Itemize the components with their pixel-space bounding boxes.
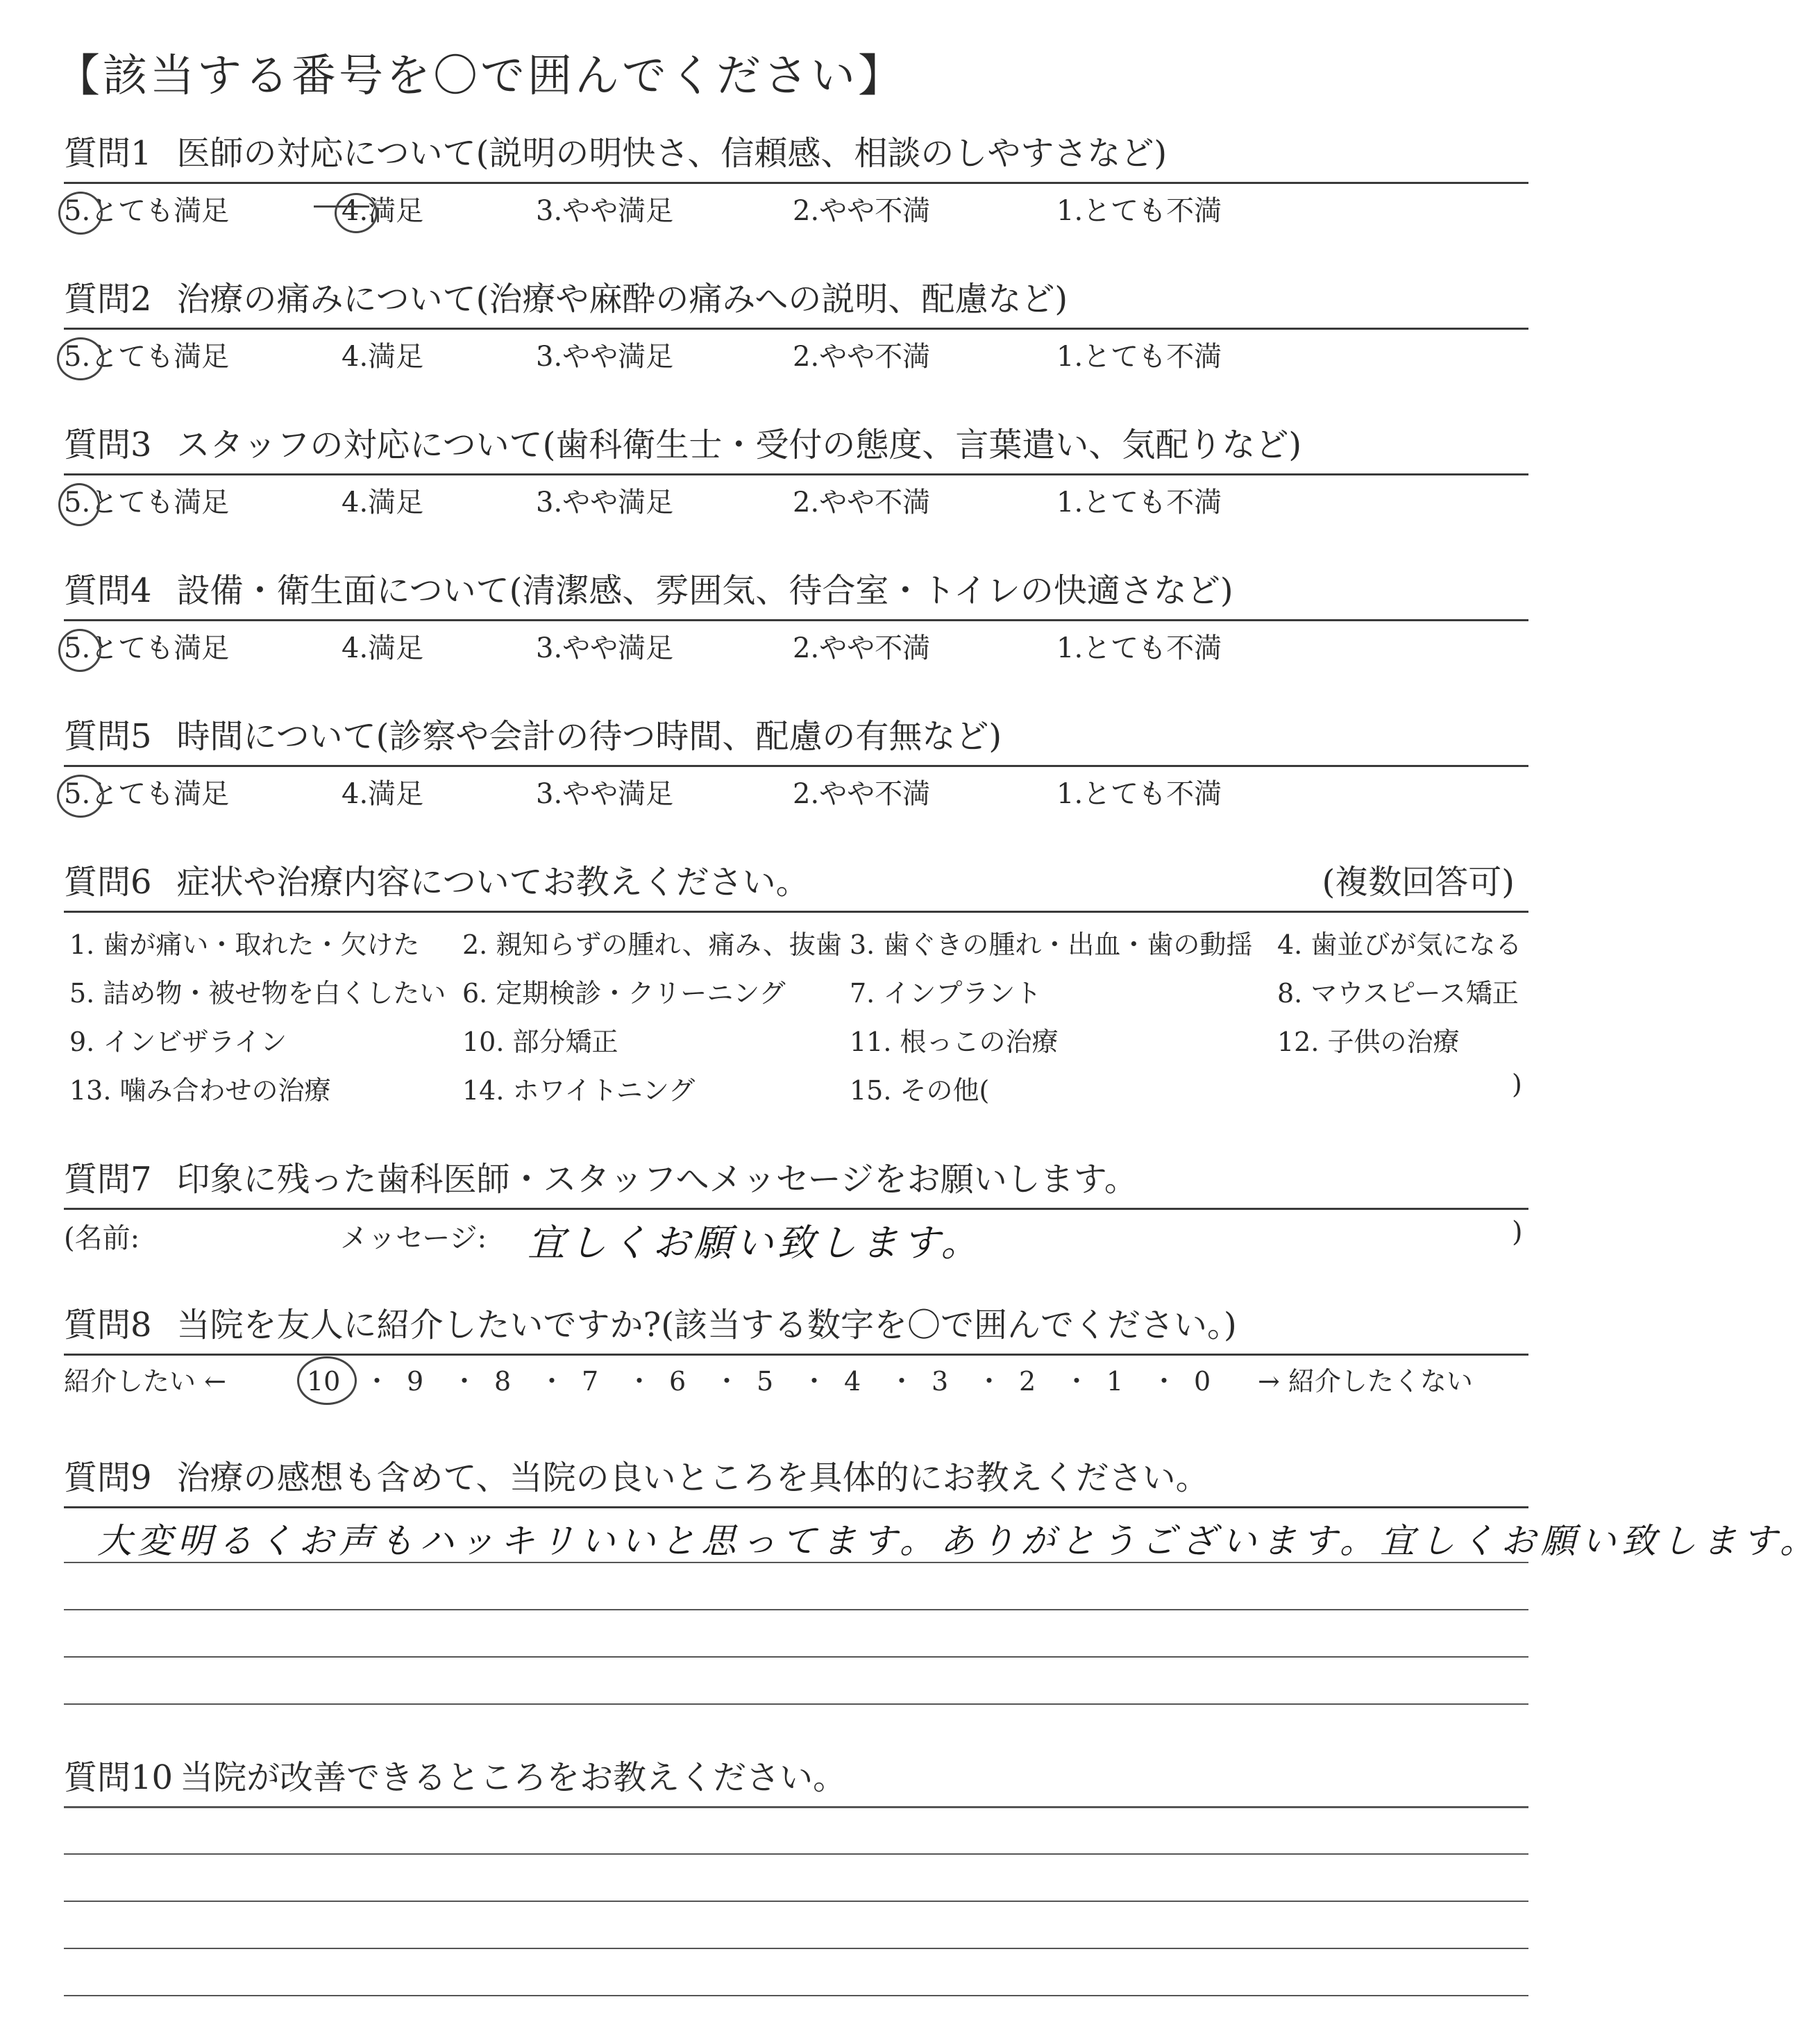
handwritten-message: 宜しくお願い致します。 bbox=[528, 1221, 983, 1265]
option-3[interactable]: 3.やや満足 bbox=[536, 341, 674, 373]
option-2[interactable]: 2.やや不満 bbox=[793, 341, 931, 373]
symptom-option-other[interactable]: 15. その他( bbox=[850, 1075, 990, 1106]
question-text: 時間について(診察や会計の待つ時間、配慮の有無など) bbox=[176, 717, 1002, 756]
scale-dot: ・ bbox=[1151, 1366, 1178, 1397]
scale-right-label: → 紹介したくない bbox=[1258, 1366, 1473, 1397]
question-5 bbox=[64, 715, 1528, 758]
scale-8[interactable]: 8 bbox=[494, 1366, 512, 1397]
scale-dot: ・ bbox=[451, 1366, 478, 1397]
writing-line bbox=[64, 1562, 1528, 1563]
scale-dot: ・ bbox=[539, 1366, 566, 1397]
writing-line bbox=[64, 1703, 1528, 1705]
writing-line bbox=[64, 1806, 1528, 1808]
question-label: 質問1 bbox=[64, 134, 152, 173]
selection-circle bbox=[57, 337, 104, 380]
selection-circle bbox=[58, 483, 100, 526]
scale-6[interactable]: 6 bbox=[669, 1366, 686, 1397]
question-rule bbox=[64, 765, 1528, 767]
symptom-option[interactable]: 12. 子供の治療 bbox=[1277, 1027, 1460, 1057]
scale-left-label: 紹介したい ← bbox=[64, 1366, 226, 1397]
crossed-circle bbox=[335, 193, 378, 233]
symptom-option[interactable]: 1. 歯が痛い・取れた・欠けた bbox=[69, 929, 420, 960]
question-text: 当院が改善できるところをお教えください。 bbox=[180, 1758, 847, 1797]
question-text: 症状や治療内容についてお教えください。 bbox=[176, 863, 809, 902]
option-5[interactable]: 5.とても満足 bbox=[64, 778, 230, 810]
option-3[interactable]: 3.やや満足 bbox=[536, 632, 674, 664]
scale-dot: ・ bbox=[888, 1366, 916, 1397]
question-label: 質問9 bbox=[64, 1458, 152, 1497]
scale-dot: ・ bbox=[714, 1366, 741, 1397]
writing-line bbox=[64, 1853, 1528, 1855]
message-label: メッセージ: bbox=[340, 1222, 487, 1254]
option-4[interactable]: 4.満足 bbox=[342, 778, 424, 810]
option-2[interactable]: 2.やや不満 bbox=[793, 632, 931, 664]
question-1 bbox=[64, 132, 1528, 175]
option-2[interactable]: 2.やや不満 bbox=[793, 195, 931, 227]
option-5[interactable]: 5.とても満足 bbox=[64, 632, 230, 664]
symptom-option[interactable]: 14. ホワイトニング bbox=[462, 1075, 696, 1106]
selection-circle bbox=[58, 629, 101, 672]
option-3[interactable]: 3.やや満足 bbox=[536, 778, 674, 810]
question-rule bbox=[64, 473, 1528, 475]
symptom-option[interactable]: 13. 噛み合わせの治療 bbox=[69, 1075, 331, 1106]
symptom-option[interactable]: 7. インプラント bbox=[850, 978, 1042, 1009]
option-5[interactable]: 5.とても満足 bbox=[64, 341, 230, 373]
option-5[interactable]: 5.とても満足 bbox=[64, 487, 230, 519]
scale-0[interactable]: 0 bbox=[1194, 1366, 1211, 1397]
question-6 bbox=[64, 861, 1528, 904]
question-rule bbox=[64, 328, 1528, 330]
scale-2[interactable]: 2 bbox=[1019, 1366, 1036, 1397]
message-close-paren: ) bbox=[1512, 1216, 1523, 1248]
question-text: 当院を友人に紹介したいですか?(該当する数字を〇で囲んでください。) bbox=[176, 1306, 1237, 1345]
symptom-option[interactable]: 8. マウスピース矯正 bbox=[1277, 978, 1519, 1009]
option-4[interactable]: 4.満足 bbox=[342, 341, 424, 373]
question-text: 治療の痛みについて(治療や麻酔の痛みへの説明、配慮など) bbox=[176, 280, 1068, 319]
question-label: 質問3 bbox=[64, 426, 152, 464]
option-2[interactable]: 2.やや不満 bbox=[793, 778, 931, 810]
strike-mark bbox=[314, 205, 369, 208]
question-label: 質問5 bbox=[64, 717, 152, 756]
question-text: 治療の感想も含めて、当院の良いところを具体的にお教えください。 bbox=[176, 1458, 1209, 1497]
question-label: 質問2 bbox=[64, 280, 152, 319]
option-4[interactable]: 4.満足 bbox=[342, 195, 424, 227]
selection-circle bbox=[297, 1356, 357, 1405]
symptom-option[interactable]: 4. 歯並びが気になる bbox=[1277, 929, 1522, 960]
writing-line bbox=[64, 1656, 1528, 1658]
option-1[interactable]: 1.とても不満 bbox=[1056, 195, 1222, 227]
handwritten-answer: 大変明るくお声もハッキリいいと思ってます。ありがとうございます。宜しくお願い致します。 bbox=[97, 1521, 1820, 1561]
question-label: 質問6 bbox=[64, 863, 152, 902]
option-1[interactable]: 1.とても不満 bbox=[1056, 778, 1222, 810]
scale-3[interactable]: 3 bbox=[932, 1366, 949, 1397]
question-rule bbox=[64, 1354, 1528, 1356]
question-7 bbox=[64, 1158, 1528, 1201]
question-text: 設備・衛生面について(清潔感、雰囲気、待合室・トイレの快適さなど) bbox=[176, 571, 1233, 610]
option-3[interactable]: 3.やや満足 bbox=[536, 195, 674, 227]
multiple-answers-note: (複数回答可) bbox=[1322, 863, 1515, 902]
symptom-option[interactable]: 2. 親知らずの腫れ、痛み、抜歯 bbox=[462, 929, 842, 960]
symptom-option[interactable]: 10. 部分矯正 bbox=[462, 1027, 618, 1057]
symptom-option[interactable]: 3. 歯ぐきの腫れ・出血・歯の動揺 bbox=[850, 929, 1253, 960]
question-label: 質問4 bbox=[64, 571, 152, 610]
symptom-option[interactable]: 11. 根っこの治療 bbox=[850, 1027, 1059, 1057]
question-9 bbox=[64, 1456, 1528, 1499]
other-close-paren: ) bbox=[1512, 1069, 1522, 1100]
scale-dot: ・ bbox=[801, 1366, 828, 1397]
option-1[interactable]: 1.とても不満 bbox=[1056, 341, 1222, 373]
option-4[interactable]: 4.満足 bbox=[342, 487, 424, 519]
scale-10[interactable]: 10 bbox=[307, 1366, 341, 1397]
question-rule bbox=[64, 911, 1528, 913]
instruction-heading: 【該当する番号を〇で囲んでください】 bbox=[56, 51, 905, 102]
scale-5[interactable]: 5 bbox=[757, 1366, 774, 1397]
recommend-scale bbox=[64, 1360, 1528, 1402]
symptom-option[interactable]: 5. 詰め物・被せ物を白くしたい bbox=[69, 978, 446, 1009]
name-label: (名前: bbox=[64, 1222, 140, 1254]
question-4 bbox=[64, 569, 1528, 612]
scale-4[interactable]: 4 bbox=[844, 1366, 861, 1397]
question-rule bbox=[64, 1506, 1528, 1508]
question-text: スタッフの対応について(歯科衛生士・受付の態度、言葉遣い、気配りなど) bbox=[176, 426, 1302, 464]
scale-dot: ・ bbox=[626, 1366, 653, 1397]
selection-circle bbox=[58, 192, 103, 235]
question-10 bbox=[64, 1756, 1528, 1799]
question-label: 質問8 bbox=[64, 1306, 152, 1345]
question-rule bbox=[64, 619, 1528, 621]
question-text: 医師の対応について(説明の明快さ、信頼感、相談のしやすさなど) bbox=[176, 134, 1168, 173]
question-label: 質問7 bbox=[64, 1160, 152, 1199]
selection-circle bbox=[57, 775, 104, 818]
scale-dot: ・ bbox=[1063, 1366, 1090, 1397]
option-2[interactable]: 2.やや不満 bbox=[793, 487, 931, 519]
question-3 bbox=[64, 423, 1528, 466]
question-rule bbox=[64, 182, 1528, 184]
option-1[interactable]: 1.とても不満 bbox=[1056, 632, 1222, 664]
symptom-option[interactable]: 9. インビザライン bbox=[69, 1027, 287, 1057]
writing-line bbox=[64, 1901, 1528, 1902]
question-8 bbox=[64, 1304, 1528, 1347]
writing-line bbox=[64, 1948, 1528, 1949]
question-text: 印象に残った歯科医師・スタッフへメッセージをお願いします。 bbox=[176, 1160, 1138, 1199]
scale-7[interactable]: 7 bbox=[582, 1366, 599, 1397]
symptom-option[interactable]: 6. 定期検診・クリーニング bbox=[462, 978, 786, 1009]
question-2 bbox=[64, 278, 1528, 321]
question-rule bbox=[64, 1208, 1528, 1210]
scale-9[interactable]: 9 bbox=[407, 1366, 424, 1397]
option-5[interactable]: 5.とても満足 bbox=[64, 195, 230, 227]
option-1[interactable]: 1.とても不満 bbox=[1056, 487, 1222, 519]
writing-line bbox=[64, 1995, 1528, 1996]
scale-dot: ・ bbox=[976, 1366, 1003, 1397]
option-3[interactable]: 3.やや満足 bbox=[536, 487, 674, 519]
scale-1[interactable]: 1 bbox=[1106, 1366, 1124, 1397]
scale-dot: ・ bbox=[364, 1366, 391, 1397]
writing-line bbox=[64, 1609, 1528, 1610]
option-4[interactable]: 4.満足 bbox=[342, 632, 424, 664]
question-label: 質問10 bbox=[64, 1758, 174, 1797]
